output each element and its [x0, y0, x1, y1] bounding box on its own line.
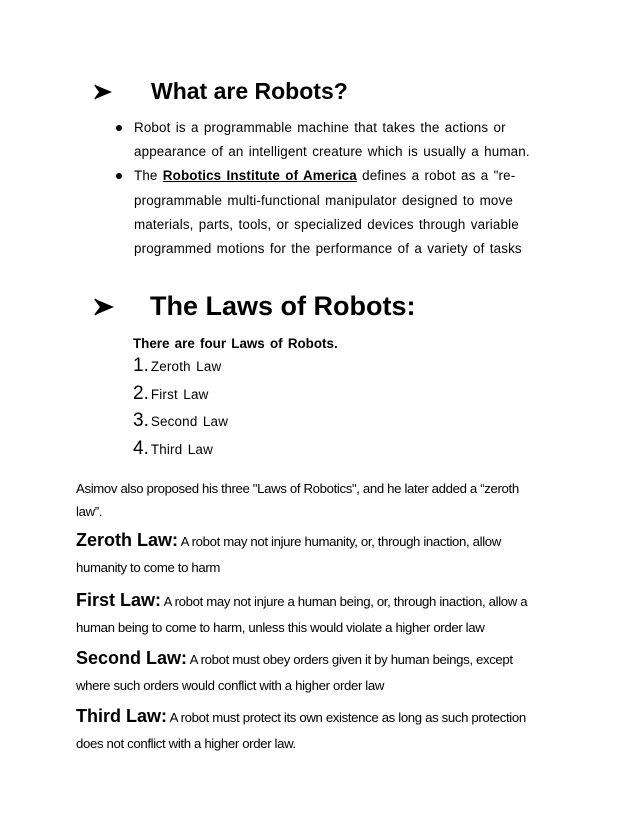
list-item [133, 355, 228, 383]
bullet-text-line: materials, parts, tools, or specialized devices through variable [134, 216, 519, 232]
list-item-label: Third Law [150, 441, 213, 457]
list-item [116, 116, 576, 164]
definition-line: human being to come to harm, unless this would violate a higher order law [76, 620, 485, 635]
section-heading-laws-of-robots [94, 291, 416, 322]
list-item [133, 410, 228, 438]
definition-line: where such orders would conflict with a higher order law [76, 678, 385, 693]
bullet-text-line: programmable multi-functional manipulator designed to move [134, 192, 513, 208]
list-number: 2. [133, 382, 149, 404]
bullet-text-line: programmed motions for the performance of a variety of tasks [134, 241, 522, 257]
first-law-definition [76, 585, 576, 639]
paragraph-line: Asimov also proposed his three "Laws of Robotics", and he later added a “zeroth [76, 481, 519, 496]
definition-line [76, 643, 576, 675]
list-item-label: Second Law [150, 414, 229, 429]
laws-numbered-list [133, 355, 228, 465]
law-term: Third Law: [76, 706, 167, 726]
robot-definition-list [116, 116, 576, 261]
robotics-institute-link[interactable]: Robotics Institute of America [162, 168, 357, 184]
bullet-dot-icon [116, 125, 122, 131]
list-number: 4. [133, 437, 149, 459]
list-number: 3. [133, 410, 149, 431]
arrowhead-bullet-icon [94, 83, 120, 101]
definition-line: humanity to come to harm [76, 560, 221, 575]
bullet-dot-icon [116, 173, 122, 179]
second-law-definition [76, 643, 576, 697]
bullet-text-prefix: The [134, 168, 163, 184]
section-heading-what-are-robots [94, 78, 348, 105]
list-item [133, 438, 228, 466]
list-number: 1. [133, 355, 149, 376]
laws-intro-text: There are four Laws of Robots. [133, 336, 338, 351]
definition-line [76, 585, 576, 617]
paragraph-line: law”. [76, 504, 103, 519]
list-item-label: First Law [150, 386, 209, 402]
section-heading-text: What are Robots? [151, 78, 348, 104]
law-term: Zeroth Law: [76, 530, 178, 550]
definition-line [76, 525, 576, 557]
list-item [116, 164, 576, 261]
arrowhead-bullet-icon [94, 297, 120, 317]
definition-line [76, 701, 576, 733]
definition-line: does not conflict with a higher order law. [76, 736, 296, 751]
bullet-text-line: appearance of an intelligent creature which is usually a human. [134, 144, 530, 160]
law-term: First Law: [76, 590, 162, 610]
zeroth-law-definition [76, 525, 576, 579]
list-item [133, 383, 228, 411]
asimov-paragraph [76, 477, 576, 523]
law-term: Second Law: [76, 648, 188, 668]
bullet-text-suffix: defines a robot as a "re- [356, 168, 516, 184]
definition-text: A robot may not injure a human being, or, through inaction, allow a [161, 594, 528, 609]
list-item-label: Zeroth Law [150, 359, 222, 374]
definition-text: A robot must obey orders given it by human beings, except [187, 652, 513, 667]
bullet-text-line: Robot is a programmable machine that takes the actions or [134, 120, 506, 135]
definition-text: A robot must protect its own existence as long as such protection [167, 710, 526, 725]
bullet-text-line [134, 164, 576, 188]
section-heading-text: The Laws of Robots: [150, 291, 416, 321]
definition-text: A robot may not injure humanity, or, through inaction, allow [178, 534, 501, 549]
third-law-definition [76, 701, 576, 755]
